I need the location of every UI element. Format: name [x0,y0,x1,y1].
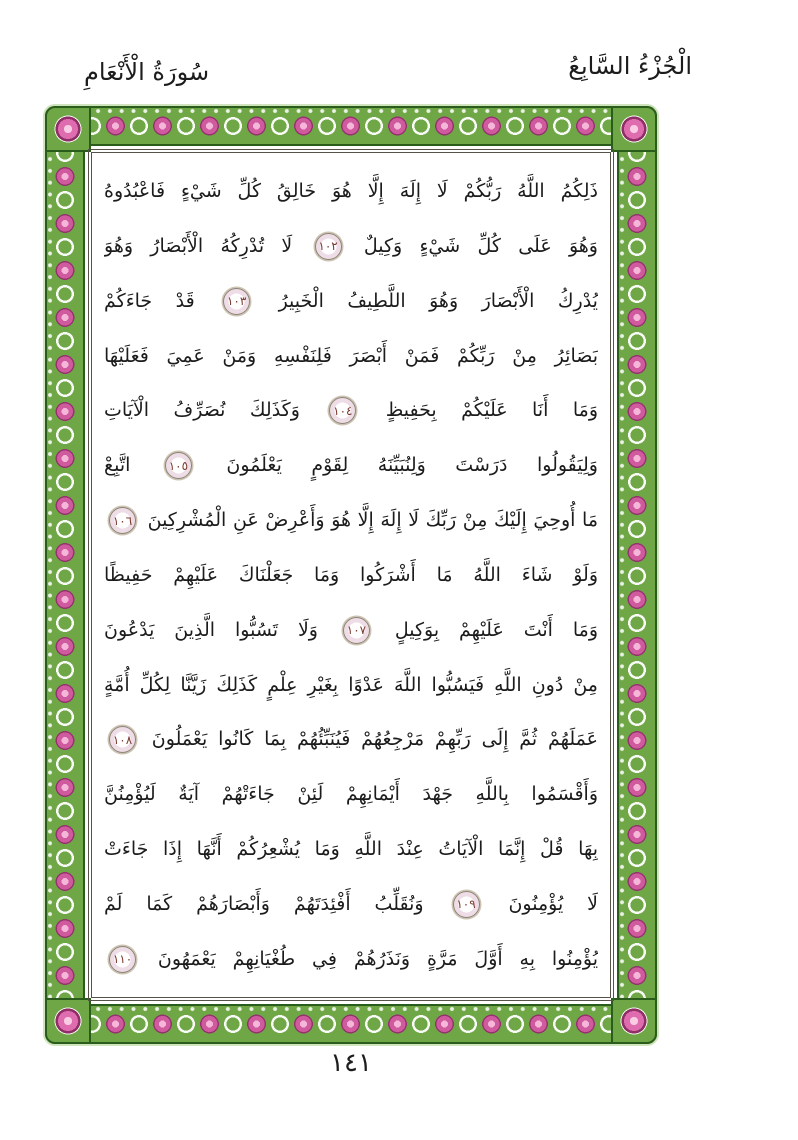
border-corner-flower-bottom-right [611,998,657,1044]
page-number: ١٤١ [330,1048,372,1078]
ayah-text: اتَّبِعْ [104,454,131,477]
quran-line [104,165,598,217]
ayah-text: مِنْ دُونِ اللَّهِ فَيَسُبُّوا اللَّهَ عَدْوًا بِغَيْرِ عِلْمٍ كَذَلِكَ زَيَّنَّا لِكُلِّ أُمَّةٍ [104,673,598,696]
quran-line [104,549,598,601]
ayah-text: وَأَقْسَمُوا بِاللَّهِ جَهْدَ أَيْمَانِهِمْ لَئِنْ جَاءَتْهُمْ آيَةٌ لَيُؤْمِنُنَّ [104,783,598,806]
ayah-text: وَنُقَلِّبُ أَفْئِدَتَهُمْ وَأَبْصَارَهُمْ كَمَا لَمْ [104,892,424,915]
ayah-text: وَلِيَقُولُوا دَرَسْتَ وَلِنُبَيِّنَهُ لِقَوْمٍ يَعْلَمُونَ [226,454,598,477]
border-corner-flower-top-right [611,106,657,152]
quran-line [104,494,598,546]
ayah-text: وَمَا أَنْتَ عَلَيْهِمْ بِوَكِيلٍ [394,618,598,641]
border-ornament-left [45,106,85,1044]
quran-line [104,659,598,711]
ayah-end-marker: ١٠٦ [109,507,136,534]
quran-line [104,823,598,875]
quran-line [104,878,598,930]
ornamental-border-frame [45,106,657,1044]
juz-header-label: الْجُزْءُ السَّابِعُ [568,52,692,80]
ayah-end-marker: ١٠٣ [223,288,250,315]
quran-line [104,933,598,985]
ayah-text: عَمَلَهُمْ ثُمَّ إِلَى رَبِّهِمْ مَرْجِعُهُمْ فَيُنَبِّئُهُمْ بِمَا كَانُوا يَعْمَلُونَ [151,728,598,751]
quran-line [104,330,598,382]
ayah-text: يُؤْمِنُوا بِهِ أَوَّلَ مَرَّةٍ وَنَذَرُهُمْ فِي طُغْيَانِهِمْ يَعْمَهُونَ [157,947,598,970]
ayah-end-marker: ١٠٤ [329,397,356,424]
quran-line [104,439,598,491]
border-ornament-top [45,106,657,146]
ayah-end-marker: ١١٠ [109,946,136,973]
quran-line [104,384,598,436]
quran-text-area [91,152,611,998]
ayah-text: مَا أُوحِيَ إِلَيْكَ مِنْ رَبِّكَ لَا إِلَهَ إِلَّا هُوَ وَأَعْرِضْ عَنِ الْمُشْرِكِينَ [147,509,598,532]
quran-line [104,713,598,765]
ayah-end-marker: ١٠٨ [109,726,136,753]
quran-line [104,220,598,272]
ayah-text: وَلَا تَسُبُّوا الَّذِينَ يَدْعُونَ [104,618,318,641]
border-corner-flower-bottom-left [45,998,91,1044]
border-corner-flower-top-left [45,106,91,152]
ayah-text: وَكَذَلِكَ نُصَرِّفُ الْآيَاتِ [104,399,300,422]
ayah-text: وَهُوَ عَلَى كُلِّ شَيْءٍ وَكِيلٌ [363,234,598,257]
ayah-end-marker: ١٠٥ [165,452,192,479]
ayah-text: ذَلِكُمُ اللَّهُ رَبُّكُمْ لَا إِلَهَ إِلَّا هُوَ خَالِقُ كُلِّ شَيْءٍ فَاعْبُدُوهُ [104,180,598,202]
ayah-text: قَدْ جَاءَكُمْ [104,289,195,312]
surah-header-label: سُورَةُ الْأَنْعَامِ [84,58,210,86]
ayah-text: وَلَوْ شَاءَ اللَّهُ مَا أَشْرَكُوا وَمَا جَعَلْنَاكَ عَلَيْهِمْ حَفِيظًا [104,563,598,586]
ayah-text: بِهَا قُلْ إِنَّمَا الْآيَاتُ عِنْدَ اللَّهِ وَمَا يُشْعِرُكُمْ أَنَّهَا إِذَا جَاءَتْ [104,838,598,861]
quran-line [104,768,598,820]
ayah-text: بَصَائِرُ مِنْ رَبِّكُمْ فَمَنْ أَبْصَرَ فَلِنَفْسِهِ وَمَنْ عَمِيَ فَعَلَيْهَا [104,344,598,367]
ayah-end-marker: ١٠٢ [315,233,342,260]
ayah-text: وَمَا أَنَا عَلَيْكُمْ بِحَفِيظٍ [385,399,598,422]
ayah-text: يُدْرِكُ الْأَبْصَارَ وَهُوَ اللَّطِيفُ الْخَبِيرُ [278,289,598,312]
ayah-end-marker: ١٠٧ [343,617,370,644]
quran-line [104,275,598,327]
quran-line [104,604,598,656]
ayah-text: لَا تُدْرِكُهُ الْأَبْصَارُ وَهُوَ [104,234,293,257]
ayah-text: لَا يُؤْمِنُونَ [508,892,598,915]
border-ornament-bottom [45,1004,657,1044]
border-ornament-right [617,106,657,1044]
ayah-end-marker: ١٠٩ [453,891,480,918]
